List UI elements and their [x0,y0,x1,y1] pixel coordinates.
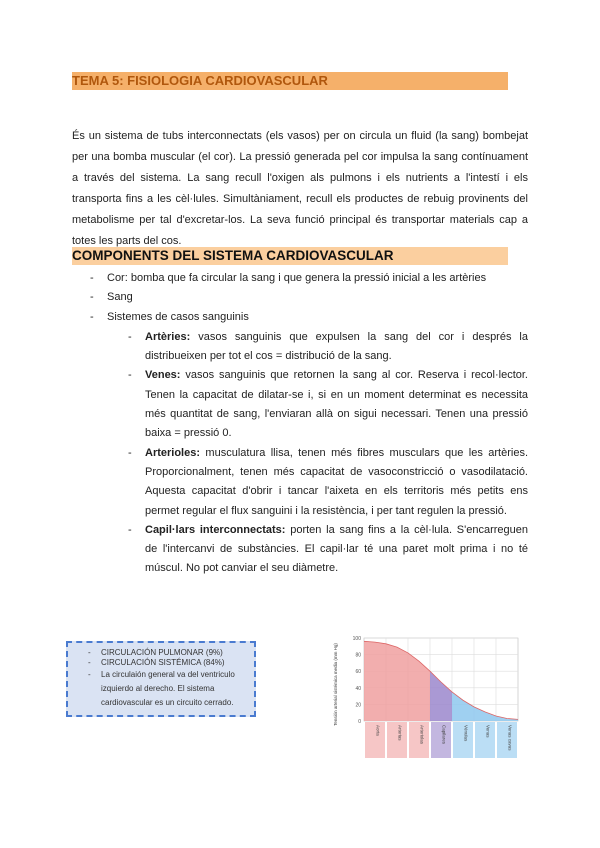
x-category-label: Arterias [397,725,403,741]
sublist-item: - Artèries: vasos sanguinis que expulsen la sang del cor i després la distribueixen per tot el cos = distribució de la sang. [128,330,528,363]
y-tick-label: 100 [352,636,361,642]
list-item-text: Cor: bomba que fa circular la sang i que genera la pressió inicial a les artèries [107,272,487,284]
list-item: - Cor: bomba que fa circular la sang i que genera la pressió inicial a les artèries [90,272,487,284]
section-heading: COMPONENTS DEL SISTEMA CARDIOVASCULAR [72,247,508,265]
circulation-note-box [66,641,256,717]
definition: musculatura llisa, tenen més fibres musculars que les artèries. Proporcionalment, tenen més capacitat de vasoconstricció o vasodilatació. Aquesta capacitat d'obrir i tancar l'aixeta en els territoris més petits ens permet regular el flux sanguini i la resistència, i per tant regulen la pressió. [145,446,528,517]
sublist-item: - Arterioles: musculatura llisa, tenen més fibres musculars que les artèries. Proporcionalment, tenen més capacitat de vasoconstricció o vasodilatació. Aquesta capacitat d'obrir i tancar l'aixeta en els territoris més petits ens permet regular el flux sanguini i la resistència, i per tant regulen la pressió. [128,446,528,517]
x-category-label: Vénulas [463,725,469,742]
y-tick-label: 20 [355,702,361,709]
category-band [365,722,385,758]
note-item: - CIRCULACIÓN SISTÉMICA (84%) [88,658,225,667]
note-text: CIRCULACIÓN SISTÉMICA (84%) [101,658,225,667]
category-band [475,722,495,758]
list-item: - Sang [90,291,133,304]
term: Arterioles: [145,446,201,459]
term: Capil·lars interconnectats: [145,523,286,536]
category-band [431,722,451,758]
list-item-text: Sistemes de casos sanguinis [107,310,249,323]
x-category-label: Aorta [375,725,381,736]
list-item-text: Sang [107,291,133,304]
components-list [72,269,528,579]
term: Artèries: [145,330,191,343]
definition: vasos sanguinis que expulsen la sang del cor i després la distribueixen per tot el cos = distribució de la sang. [145,330,528,363]
sublist-item: - Venes: vasos sanguinis que retornen la sang al cor. Reserva i recol·lector. Tenen la capacitat de dilatar-se i, si en un moment determinat es necessita més quantitat de sang, l'enviaran allà on sigui necessari. Tenen una pressió baixa = pressió 0. [128,369,528,440]
category-band [497,722,517,758]
topic-title: TEMA 5: FISIOLOGIA CARDIOVASCULAR [72,72,508,90]
note-item: - La circulaión general va del ventriculo izquierdo al derecho. El sistema cardiovascular es un circuito cerrado. [88,670,235,707]
x-category-label: Capilares [441,725,447,745]
category-band [409,722,429,758]
definition: porten la sang fins a la cèl·lula. S'encarreguen de l'intercanvi de substàncies. El capil·lar té una paret molt prima i no té múscul. No pot canviar el seu diàmetre. [145,523,528,575]
blood-pressure-chart [332,628,532,763]
vessel-sublist [72,328,528,579]
category-band [387,722,407,758]
y-tick-label: 0 [358,719,361,725]
y-tick-label: 40 [355,685,361,692]
x-category-label: Venas [485,725,491,738]
y-axis-label: Tensión arterial sistémica media (mm Hg) [333,643,338,726]
note-text: CIRCULACIÓN PULMONAR (9%) [101,648,223,657]
note-text: La circulaión general va del ventriculo izquierdo al derecho. El sistema cardiovascular es un circuito cerrado. [101,670,235,707]
x-category-label: Venas cavas [507,725,513,751]
y-tick-label: 60 [355,669,361,676]
definition: vasos sanguinis que retornen la sang al cor. Reserva i recol·lector. Tenen la capacitat de dilatar-se i, si en un moment determinat es necessita més quantitat de sang, l'enviaran allà on sigui necessari. Tenen una pressió baixa = pressió 0. [145,369,528,440]
list-item: - Sistemes de casos sanguinis - Artèries: vasos sanguinis que expulsen la sang del cor i després la distribueixen per tot el cos = distribució de la sang. - Venes: vasos sanguinis que retornen la sang al cor. Reserva i recol·lector. Tenen la capacitat de dilatar-se i, si en un moment determinat es necessita més quantitat de sang, l'enviaran allà on sigui necessari. Tenen una pressió baixa = pressió 0. - Arterioles: musculatura llisa, tenen més fibres musculars que les artèries. Proporcionalment, tenen més capacitat de vasoconstricció o vasodilatació. Aquesta capacitat d'obrir i tancar l'aixeta en els territoris més petits ens permet regular el flux sanguini i la resistència, i per tant regulen la pressió. - Capil·lars interconnectats: porten la sang fins a la cèl·lula. S'encarreguen de l'intercanvi de substàncies. El capil·lar té una paret molt prima i no té múscul. No pot canviar el seu diàmetre. [72,308,528,579]
term: Venes: [145,369,181,382]
category-band [453,722,473,758]
note-item: - CIRCULACIÓN PULMONAR (9%) [88,648,223,657]
x-category-label: Arteriolas [419,725,425,745]
sublist-item: - Capil·lars interconnectats: porten la sang fins a la cèl·lula. S'encarreguen de l'intercanvi de substàncies. El capil·lar té una paret molt prima i no té múscul. No pot canviar el seu diàmetre. [128,523,528,575]
y-tick-label: 80 [355,652,361,659]
intro-paragraph: És un sistema de tubs interconnectats (els vasos) per on circula un fluid (la sang) bombejat per una bomba muscular (el cor). La pressió generada pel cor impulsa la sang contínuament a través del sistema. La sang recull l'oxigen als pulmons i els nutrients a l'intestí i els transporta fins a les cèl·lules. Simultàniament, recull els productes de rebuig provinents del metabolisme per tal d'excretar-los. La seva funció principal és transportar materials cap a totes les parts del cos. [72,130,528,247]
